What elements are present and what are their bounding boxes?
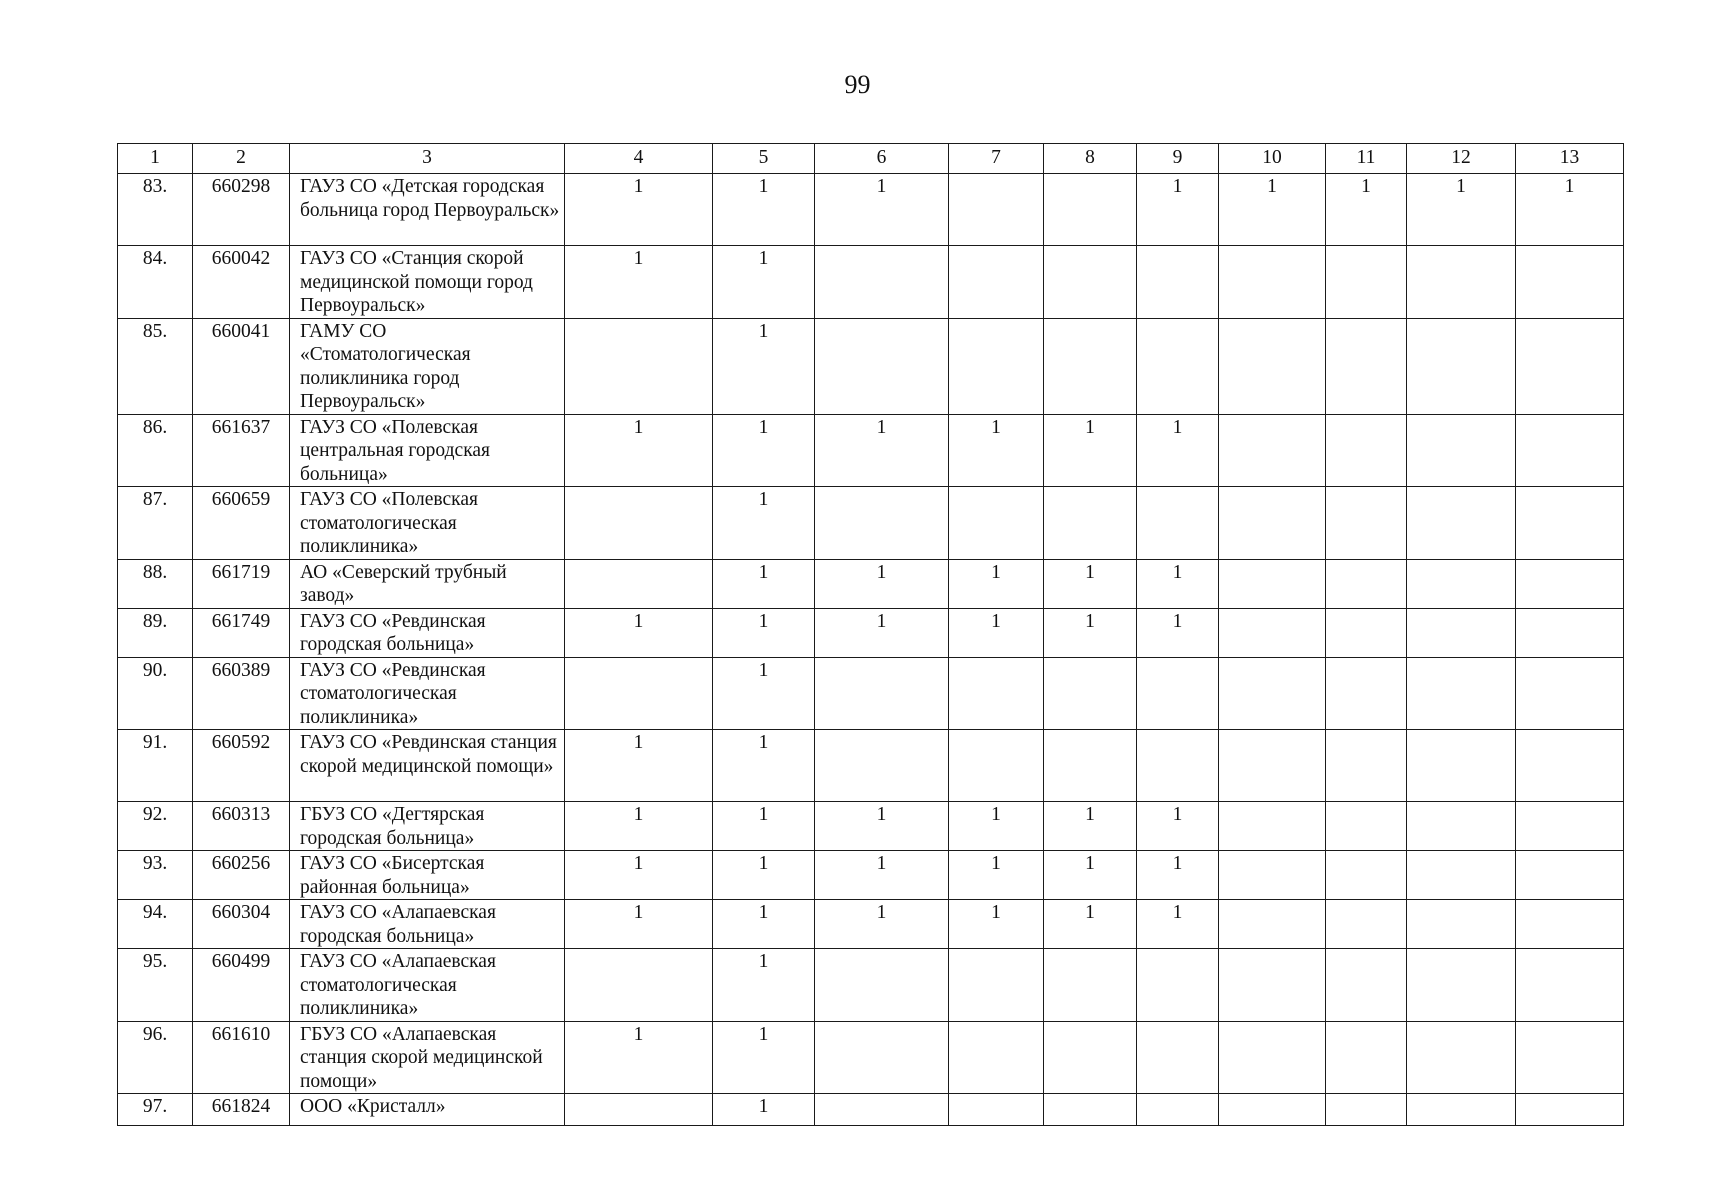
value-cell-col-10 (1219, 608, 1326, 657)
table-row (118, 246, 1624, 319)
value-cell-col-12 (1407, 657, 1516, 730)
value-cell-col-10 (1219, 318, 1326, 414)
value-cell-col-13 (1516, 1094, 1624, 1126)
row-number-cell: 87. (118, 487, 193, 560)
value-cell-col-13 (1516, 802, 1624, 851)
value-cell-col-6 (815, 318, 949, 414)
value-cell-col-8 (1044, 949, 1137, 1022)
value-cell-col-7 (949, 174, 1044, 246)
org-code-cell: 660592 (193, 730, 290, 802)
value-cell-col-13 (1516, 318, 1624, 414)
value-cell-col-9 (1137, 318, 1219, 414)
org-code-cell: 661610 (193, 1021, 290, 1094)
value-cell-col-7: 1 (949, 608, 1044, 657)
value-cell-col-13 (1516, 487, 1624, 560)
value-cell-col-5: 1 (713, 1094, 815, 1126)
org-code-cell: 661824 (193, 1094, 290, 1126)
value-cell-col-6: 1 (815, 900, 949, 949)
value-cell-col-8: 1 (1044, 559, 1137, 608)
value-cell-col-9: 1 (1137, 608, 1219, 657)
org-code-cell: 660298 (193, 174, 290, 246)
value-cell-col-5: 1 (713, 657, 815, 730)
value-cell-col-13: 1 (1516, 174, 1624, 246)
value-cell-col-13 (1516, 1021, 1624, 1094)
value-cell-col-7 (949, 487, 1044, 560)
value-cell-col-10 (1219, 559, 1326, 608)
org-code-cell: 660659 (193, 487, 290, 560)
value-cell-col-8 (1044, 318, 1137, 414)
value-cell-col-10 (1219, 900, 1326, 949)
value-cell-col-6 (815, 487, 949, 560)
value-cell-col-9 (1137, 949, 1219, 1022)
table-row (118, 608, 1624, 657)
table-row (118, 318, 1624, 414)
value-cell-col-12 (1407, 608, 1516, 657)
org-name-cell: ГБУЗ СО «Дегтярская городская больница» (290, 802, 565, 851)
column-header-1: 1 (118, 144, 193, 174)
row-number-cell: 97. (118, 1094, 193, 1126)
value-cell-col-5: 1 (713, 559, 815, 608)
value-cell-col-5: 1 (713, 949, 815, 1022)
org-name-cell: ГБУЗ СО «Алапаевская станция скорой медицинской помощи» (290, 1021, 565, 1094)
value-cell-col-12 (1407, 559, 1516, 608)
value-cell-col-10 (1219, 414, 1326, 487)
value-cell-col-8: 1 (1044, 414, 1137, 487)
value-cell-col-4: 1 (565, 174, 713, 246)
org-name-cell: АО «Северский трубный завод» (290, 559, 565, 608)
value-cell-col-4: 1 (565, 802, 713, 851)
value-cell-col-12 (1407, 246, 1516, 319)
value-cell-col-7: 1 (949, 414, 1044, 487)
registry-table (117, 143, 1624, 1126)
value-cell-col-13 (1516, 730, 1624, 802)
value-cell-col-12 (1407, 949, 1516, 1022)
org-code-cell: 660256 (193, 851, 290, 900)
value-cell-col-10 (1219, 1094, 1326, 1126)
value-cell-col-13 (1516, 900, 1624, 949)
value-cell-col-5: 1 (713, 1021, 815, 1094)
value-cell-col-7 (949, 730, 1044, 802)
org-name-cell: ГАУЗ СО «Детская городская больница город Первоуральск» (290, 174, 565, 246)
value-cell-col-11 (1326, 802, 1407, 851)
value-cell-col-13 (1516, 246, 1624, 319)
value-cell-col-7: 1 (949, 900, 1044, 949)
table-header (118, 144, 1624, 174)
org-name-cell: ГАУЗ СО «Бисертская районная больница» (290, 851, 565, 900)
value-cell-col-5: 1 (713, 246, 815, 319)
value-cell-col-4: 1 (565, 851, 713, 900)
row-number-cell: 96. (118, 1021, 193, 1094)
column-header-8: 8 (1044, 144, 1137, 174)
org-name-cell: ГАУЗ СО «Алапаевская стоматологическая поликлиника» (290, 949, 565, 1022)
row-number-cell: 85. (118, 318, 193, 414)
value-cell-col-5: 1 (713, 318, 815, 414)
table-row (118, 174, 1624, 246)
value-cell-col-11 (1326, 608, 1407, 657)
table-row (118, 414, 1624, 487)
value-cell-col-4 (565, 1094, 713, 1126)
value-cell-col-8 (1044, 246, 1137, 319)
value-cell-col-7 (949, 246, 1044, 319)
value-cell-col-5: 1 (713, 900, 815, 949)
value-cell-col-10 (1219, 730, 1326, 802)
column-header-4: 4 (565, 144, 713, 174)
value-cell-col-11 (1326, 414, 1407, 487)
value-cell-col-9 (1137, 246, 1219, 319)
page-number: 99 (844, 70, 871, 99)
table-row (118, 900, 1624, 949)
table-body (118, 174, 1624, 1126)
value-cell-col-12 (1407, 318, 1516, 414)
value-cell-col-9: 1 (1137, 174, 1219, 246)
table-row (118, 559, 1624, 608)
value-cell-col-6: 1 (815, 851, 949, 900)
value-cell-col-8 (1044, 1094, 1137, 1126)
value-cell-col-11 (1326, 318, 1407, 414)
column-header-12: 12 (1407, 144, 1516, 174)
value-cell-col-7: 1 (949, 851, 1044, 900)
org-name-cell: ГАУЗ СО «Станция скорой медицинской помощи город Первоуральск» (290, 246, 565, 319)
value-cell-col-12 (1407, 851, 1516, 900)
column-header-5: 5 (713, 144, 815, 174)
org-name-cell: ГАУЗ СО «Алапаевская городская больница» (290, 900, 565, 949)
column-header-3: 3 (290, 144, 565, 174)
org-name-cell: ГАУЗ СО «Ревдинская станция скорой медицинской помощи» (290, 730, 565, 802)
value-cell-col-8: 1 (1044, 608, 1137, 657)
value-cell-col-7 (949, 318, 1044, 414)
value-cell-col-9: 1 (1137, 414, 1219, 487)
org-name-cell: ГАУЗ СО «Ревдинская стоматологическая поликлиника» (290, 657, 565, 730)
value-cell-col-11 (1326, 657, 1407, 730)
value-cell-col-5: 1 (713, 174, 815, 246)
org-code-cell: 660042 (193, 246, 290, 319)
value-cell-col-9 (1137, 487, 1219, 560)
value-cell-col-5: 1 (713, 851, 815, 900)
value-cell-col-7 (949, 1021, 1044, 1094)
value-cell-col-8: 1 (1044, 900, 1137, 949)
value-cell-col-12 (1407, 1094, 1516, 1126)
value-cell-col-5: 1 (713, 608, 815, 657)
value-cell-col-6: 1 (815, 608, 949, 657)
value-cell-col-12 (1407, 730, 1516, 802)
column-header-2: 2 (193, 144, 290, 174)
row-number-cell: 84. (118, 246, 193, 319)
value-cell-col-7 (949, 657, 1044, 730)
table-row (118, 802, 1624, 851)
org-code-cell: 660499 (193, 949, 290, 1022)
value-cell-col-6 (815, 246, 949, 319)
value-cell-col-13 (1516, 414, 1624, 487)
value-cell-col-13 (1516, 608, 1624, 657)
value-cell-col-8 (1044, 174, 1137, 246)
row-number-cell: 93. (118, 851, 193, 900)
org-name-cell: ГАМУ СО «Стоматологическая поликлиника город Первоуральск» (290, 318, 565, 414)
value-cell-col-10 (1219, 657, 1326, 730)
value-cell-col-7: 1 (949, 802, 1044, 851)
row-number-cell: 91. (118, 730, 193, 802)
value-cell-col-10 (1219, 1021, 1326, 1094)
value-cell-col-4: 1 (565, 1021, 713, 1094)
value-cell-col-12 (1407, 414, 1516, 487)
value-cell-col-7 (949, 949, 1044, 1022)
table-row (118, 657, 1624, 730)
value-cell-col-4 (565, 559, 713, 608)
row-number-cell: 88. (118, 559, 193, 608)
org-name-cell: ГАУЗ СО «Полевская стоматологическая поликлиника» (290, 487, 565, 560)
table-row (118, 487, 1624, 560)
value-cell-col-9 (1137, 1094, 1219, 1126)
org-name-cell: ГАУЗ СО «Ревдинская городская больница» (290, 608, 565, 657)
value-cell-col-9 (1137, 657, 1219, 730)
value-cell-col-9: 1 (1137, 802, 1219, 851)
value-cell-col-4: 1 (565, 730, 713, 802)
value-cell-col-8 (1044, 730, 1137, 802)
column-header-6: 6 (815, 144, 949, 174)
value-cell-col-4: 1 (565, 414, 713, 487)
org-name-cell: ООО «Кристалл» (290, 1094, 565, 1126)
value-cell-col-12 (1407, 487, 1516, 560)
value-cell-col-12 (1407, 900, 1516, 949)
value-cell-col-11 (1326, 246, 1407, 319)
table-row (118, 1094, 1624, 1126)
value-cell-col-6 (815, 949, 949, 1022)
value-cell-col-12 (1407, 802, 1516, 851)
value-cell-col-6: 1 (815, 414, 949, 487)
header-row (118, 144, 1624, 174)
value-cell-col-9: 1 (1137, 900, 1219, 949)
value-cell-col-8 (1044, 1021, 1137, 1094)
value-cell-col-12 (1407, 1021, 1516, 1094)
table-row (118, 730, 1624, 802)
org-code-cell: 661749 (193, 608, 290, 657)
value-cell-col-9: 1 (1137, 559, 1219, 608)
value-cell-col-13 (1516, 657, 1624, 730)
value-cell-col-8 (1044, 487, 1137, 560)
value-cell-col-4 (565, 487, 713, 560)
column-header-13: 13 (1516, 144, 1624, 174)
org-code-cell: 661637 (193, 414, 290, 487)
value-cell-col-13 (1516, 851, 1624, 900)
value-cell-col-11 (1326, 900, 1407, 949)
value-cell-col-9 (1137, 1021, 1219, 1094)
value-cell-col-6 (815, 1094, 949, 1126)
value-cell-col-11 (1326, 1094, 1407, 1126)
value-cell-col-9: 1 (1137, 851, 1219, 900)
value-cell-col-7 (949, 1094, 1044, 1126)
value-cell-col-4 (565, 318, 713, 414)
column-header-9: 9 (1137, 144, 1219, 174)
value-cell-col-6 (815, 1021, 949, 1094)
row-number-cell: 86. (118, 414, 193, 487)
value-cell-col-8: 1 (1044, 802, 1137, 851)
org-name-cell: ГАУЗ СО «Полевская центральная городская больница» (290, 414, 565, 487)
row-number-cell: 95. (118, 949, 193, 1022)
value-cell-col-6: 1 (815, 559, 949, 608)
row-number-cell: 89. (118, 608, 193, 657)
value-cell-col-4: 1 (565, 246, 713, 319)
value-cell-col-11 (1326, 949, 1407, 1022)
value-cell-col-4: 1 (565, 608, 713, 657)
value-cell-col-8: 1 (1044, 851, 1137, 900)
row-number-cell: 92. (118, 802, 193, 851)
value-cell-col-13 (1516, 949, 1624, 1022)
value-cell-col-9 (1137, 730, 1219, 802)
column-header-11: 11 (1326, 144, 1407, 174)
value-cell-col-7: 1 (949, 559, 1044, 608)
value-cell-col-13 (1516, 559, 1624, 608)
value-cell-col-8 (1044, 657, 1137, 730)
value-cell-col-4 (565, 949, 713, 1022)
column-header-10: 10 (1219, 144, 1326, 174)
value-cell-col-6 (815, 730, 949, 802)
value-cell-col-10 (1219, 949, 1326, 1022)
value-cell-col-6: 1 (815, 802, 949, 851)
value-cell-col-4: 1 (565, 900, 713, 949)
value-cell-col-6 (815, 657, 949, 730)
value-cell-col-10 (1219, 246, 1326, 319)
column-header-7: 7 (949, 144, 1044, 174)
value-cell-col-4 (565, 657, 713, 730)
value-cell-col-11 (1326, 487, 1407, 560)
org-code-cell: 661719 (193, 559, 290, 608)
row-number-cell: 90. (118, 657, 193, 730)
org-code-cell: 660304 (193, 900, 290, 949)
table-row (118, 949, 1624, 1022)
value-cell-col-10: 1 (1219, 174, 1326, 246)
value-cell-col-10 (1219, 851, 1326, 900)
value-cell-col-11 (1326, 559, 1407, 608)
value-cell-col-6: 1 (815, 174, 949, 246)
value-cell-col-10 (1219, 487, 1326, 560)
value-cell-col-11 (1326, 730, 1407, 802)
value-cell-col-12: 1 (1407, 174, 1516, 246)
value-cell-col-5: 1 (713, 487, 815, 560)
value-cell-col-11 (1326, 1021, 1407, 1094)
row-number-cell: 94. (118, 900, 193, 949)
value-cell-col-11 (1326, 851, 1407, 900)
org-code-cell: 660313 (193, 802, 290, 851)
table-row (118, 851, 1624, 900)
table-row (118, 1021, 1624, 1094)
org-code-cell: 660041 (193, 318, 290, 414)
value-cell-col-5: 1 (713, 414, 815, 487)
org-code-cell: 660389 (193, 657, 290, 730)
value-cell-col-5: 1 (713, 802, 815, 851)
value-cell-col-11: 1 (1326, 174, 1407, 246)
value-cell-col-10 (1219, 802, 1326, 851)
value-cell-col-5: 1 (713, 730, 815, 802)
row-number-cell: 83. (118, 174, 193, 246)
